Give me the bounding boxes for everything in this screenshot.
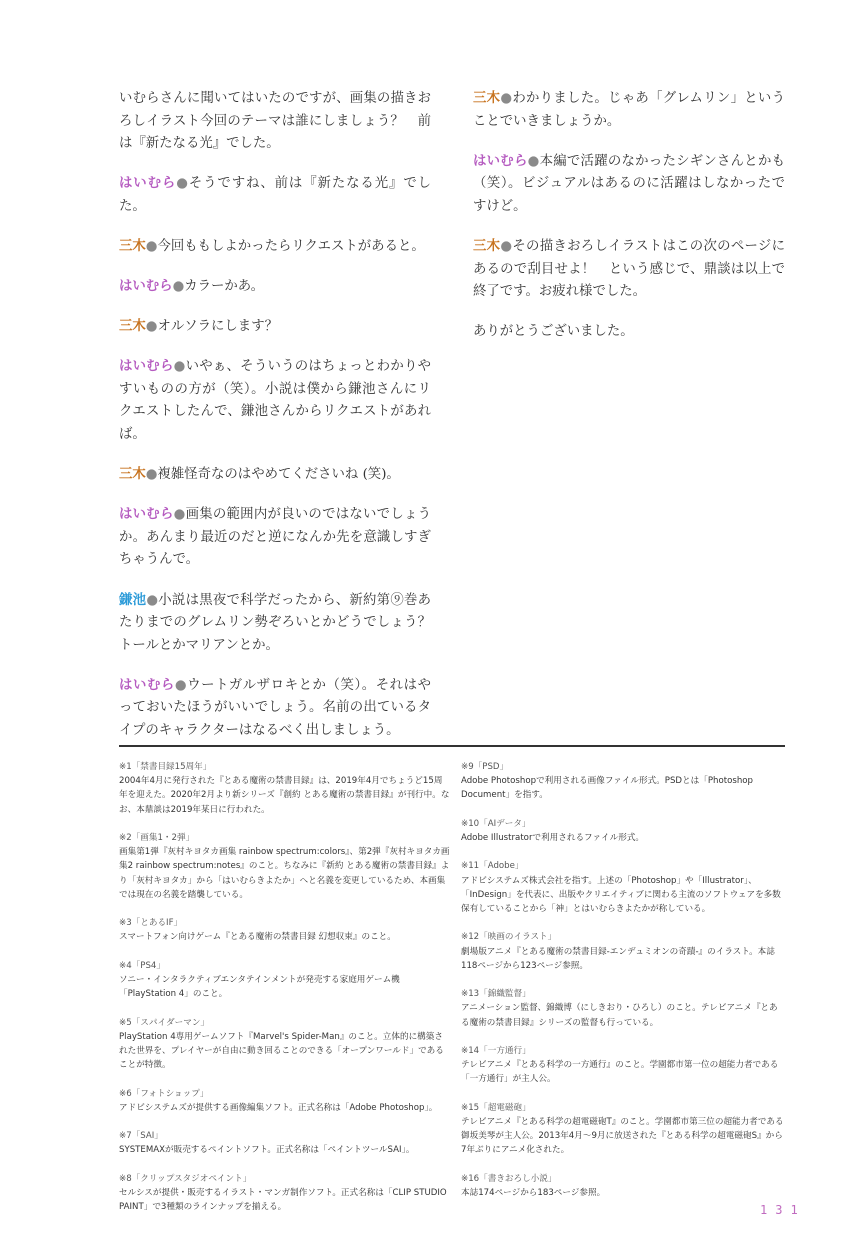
dialogue-text: ウートガルザロキとか（笑）。それはやっておいたほうがいいでしょう。名前の出ているタイプのキャラクターはなるべく出しましょう。: [119, 677, 432, 738]
footnote-body: アニメーション監督、錦織博（にしきおり・ひろし）のこと。テレビアニメ『とある魔術の禁書目録』シリーズの監督も行っている。: [461, 1003, 778, 1028]
footnote: [461, 1044, 786, 1087]
footnote: [119, 1129, 451, 1157]
footnote-title: ※15「超電磁砲」: [461, 1102, 531, 1113]
dialogue-text: わかりました。じゃあ「グレムリン」ということでいきましょうか。: [473, 91, 786, 129]
dialogue-paragraph: [119, 504, 431, 572]
footnote-body: テレビアニメ『とある科学の超電磁砲T』のこと。学園都市第三位の超能力者である御坂美琴が主人公。2013年4月～9月に放送された『とある科学の超電磁砲S』から7年ぶりにアニメ化された。: [461, 1116, 784, 1156]
speaker-name: 三木: [473, 238, 501, 254]
footnote-body: スマートフォン向けゲーム『とある魔術の禁書目録 幻想収束』のこと。: [119, 932, 396, 943]
footnote: [461, 760, 786, 803]
footnote: [119, 760, 451, 817]
speaker-dot: ●: [500, 238, 513, 254]
speaker-name: はいむら: [119, 507, 174, 523]
footnote-title: ※2「画集1・2弾」: [119, 833, 195, 843]
footnote: [119, 916, 451, 944]
speaker-name: 鎌池: [119, 592, 147, 608]
footnote-title: ※8「クリップスタジオペイント」: [119, 1173, 252, 1184]
footnote-title: ※11「Adobe」: [461, 861, 524, 872]
dialogue-text: その描きおろしイラストはこの次のページにあるので刮目せよ！ という感じで、鼎談は以上で終了です。お疲れ様でした。: [473, 238, 786, 300]
speaker-name: 三木: [119, 319, 146, 335]
footnote: [461, 1101, 786, 1158]
dialogue-paragraph: [119, 316, 431, 339]
speaker-dot: ●: [173, 507, 186, 523]
dialogue-text: 画集の範囲内が良いのではないでしょうか。あんまり最近のだと逆になんか先を意識しすぎちゃうんで。: [119, 507, 432, 568]
dialogue-paragraph: [119, 173, 431, 218]
footnotes-right: [461, 760, 786, 1214]
footnote: [461, 817, 786, 845]
footnote: [461, 1172, 786, 1200]
footnote-title: ※4「PS4」: [119, 960, 165, 971]
speaker-name: はいむら: [119, 677, 175, 693]
footnote-body: Adobe Illustratorで利用されるファイル形式。: [461, 833, 645, 843]
dialogue-paragraph: [119, 356, 431, 446]
dialogue-text: オルソラにします？: [157, 319, 278, 335]
speaker-name: はいむら: [473, 153, 528, 169]
footnote-title: ※6「フォトショップ」: [119, 1088, 209, 1099]
dialogue-text: いむらさんに聞いてはいたのですが、画集の描きおろしイラスト今回のテーマは誰にしましょう？ 前は『新たなる光』でした。: [119, 91, 431, 152]
dialogue-text: 今回ももしよかったらリクエストがあると。: [157, 238, 425, 254]
footnote-title: ※16「書きおろし小説」: [461, 1173, 557, 1184]
speaker-dot: ●: [172, 279, 185, 295]
dialogue-text: そうですね、前は『新たなる光』でした。: [119, 176, 432, 214]
footnote-title: ※9「PSD」: [461, 762, 509, 772]
speaker-dot: ●: [527, 153, 540, 169]
speaker-dot: ●: [176, 176, 189, 192]
footnote-title: ※5「スパイダーマン」: [119, 1017, 210, 1028]
speaker-dot: ●: [146, 592, 159, 608]
dialogue-paragraph: [119, 590, 445, 658]
footnote-divider: [119, 745, 785, 747]
footnote-body: セルシスが提供・販売するイラスト・マンガ制作ソフト。正式名称は「CLIP STUDIO PAINT」で3種類のラインナップを揃える。: [119, 1187, 447, 1213]
footnote-title: ※3「とあるIF」: [119, 918, 183, 929]
speaker-name: 三木: [119, 238, 146, 254]
footnote-body: SYSTEMAXが販売するペイントソフト。正式名称は「ペイントツールSAI」。: [119, 1145, 415, 1156]
footnote-body: アドビシステムズが提供する画像編集ソフト。正式名称は「Adobe Photoshop」。: [119, 1102, 438, 1113]
dialogue-text: 複雑怪奇なのはやめてくださいね (笑)。: [157, 467, 400, 483]
dialogue-paragraph: [473, 88, 785, 133]
speaker-dot: ●: [500, 91, 513, 106]
dialogue-paragraph: [473, 236, 785, 304]
footnote-title: ※12「映画のイラスト」: [461, 932, 557, 943]
dialogue-paragraph: [473, 151, 785, 219]
footnote-body: テレビアニメ『とある科学の一方通行』のこと。学園都市第一位の超能力者である「一方通行」が主人公。: [461, 1060, 779, 1085]
footnote: [119, 831, 451, 902]
dialogue-paragraph: [473, 321, 785, 344]
speaker-dot: ●: [145, 238, 158, 254]
speaker-dot: ●: [174, 677, 188, 693]
page-number: 131: [760, 1203, 806, 1217]
footnote-body: 本誌174ページから183ページ参照。: [461, 1187, 606, 1198]
dialogue-column-right: [473, 88, 785, 361]
dialogue-paragraph: [119, 88, 431, 156]
dialogue-paragraph: [119, 464, 431, 487]
footnote: [119, 1172, 451, 1215]
speaker-name: 三木: [473, 91, 501, 106]
footnote-title: ※1「禁書目録15周年」: [119, 762, 212, 772]
dialogue-text: カラーかあ。: [184, 279, 265, 295]
speaker-name: はいむら: [119, 359, 174, 375]
dialogue-text: いやぁ、そういうのはちょっとわかりやすいものの方が（笑）。小説は僕から鎌池さんにリクエストしたんで、鎌池さんからリクエストがあれば。: [119, 359, 432, 443]
footnote-body: 画集第1弾『灰村キヨタカ画集 rainbow spectrum:colors』、第2弾『灰村キヨタカ画集2 rainbow spectrum:notes』のこと。ちなみに『新約 とある魔術の禁書目録』より「灰村キヨタカ」から「はいむらきよたか」へと名義を変更しているため、本画集では現在の名義を踏襲している。: [119, 847, 450, 900]
dialogue-paragraph: [119, 675, 431, 743]
footnote-body: 劇場版アニメ『とある魔術の禁書目録-エンデュミオンの奇蹟-』のイラスト。本誌118ページから123ページ参照。: [461, 946, 775, 971]
dialogue-text: ありがとうございました。: [473, 324, 634, 340]
dialogue-text: 小説は黒夜で科学だったから、新約第⑨巻あたりまでのグレムリン勢ぞろいとかどうでしょう？ トールとかマリアンとか。: [119, 592, 445, 653]
dialogue-column-left: [119, 88, 445, 760]
footnote-body: アドビシステムズ株式会社を指す。上述の「Photoshop」や「Illustrator」、「InDesign」を代表に、出版やクリエイティブに関わる主流のソフトウェアを多数保有していることから「神」とはいむらきよたかが称している。: [461, 875, 781, 914]
footnote-title: ※10「AIデータ」: [461, 818, 531, 829]
footnote: [461, 930, 786, 973]
speaker-name: 三木: [119, 467, 146, 483]
speaker-dot: ●: [145, 319, 158, 335]
dialogue-text: 本編で活躍のなかったシギンさんとかも（笑）。ビジュアルはあるのに活躍はしなかったですけど。: [473, 153, 785, 214]
footnote-body: Adobe Photoshopで利用される画像ファイル形式。PSDとは「Photoshop Document」を指す。: [461, 776, 753, 801]
footnote-title: ※14「一方通行」: [461, 1045, 531, 1056]
speaker-dot: ●: [173, 359, 186, 375]
footnote: [461, 859, 786, 916]
footnote: [119, 1016, 451, 1073]
footnote-body: PlayStation 4専用ゲームソフト『Marvel's Spider-Man』のこと。立体的に構築された世界を、プレイヤーが自由に動き回ることのできる「オープンワールド」であることが特徴。: [119, 1031, 444, 1071]
footnote: [119, 959, 451, 1002]
footnote: [119, 1087, 451, 1115]
speaker-dot: ●: [145, 467, 158, 483]
footnote-body: 2004年4月に発行された『とある魔術の禁書目録』は、2019年4月でちょうど15周年を迎えた。2020年2月より新シリーズ『創約 とある魔術の禁書目録』が刊行中。なお、本鼎談は2019年某日に行われた。: [119, 776, 450, 815]
footnotes-left: [119, 760, 451, 1229]
footnote-title: ※13「錦織監督」: [461, 989, 531, 1000]
speaker-name: はいむら: [119, 279, 173, 295]
dialogue-paragraph: [119, 236, 431, 259]
footnote: [461, 987, 786, 1030]
dialogue-paragraph: [119, 276, 431, 299]
footnote-title: ※7「SAI」: [119, 1131, 163, 1142]
footnote-body: ソニー・インタラクティブエンタテインメントが発売する家庭用ゲーム機「PlayStation 4」のこと。: [119, 975, 400, 1000]
speaker-name: はいむら: [119, 176, 177, 192]
